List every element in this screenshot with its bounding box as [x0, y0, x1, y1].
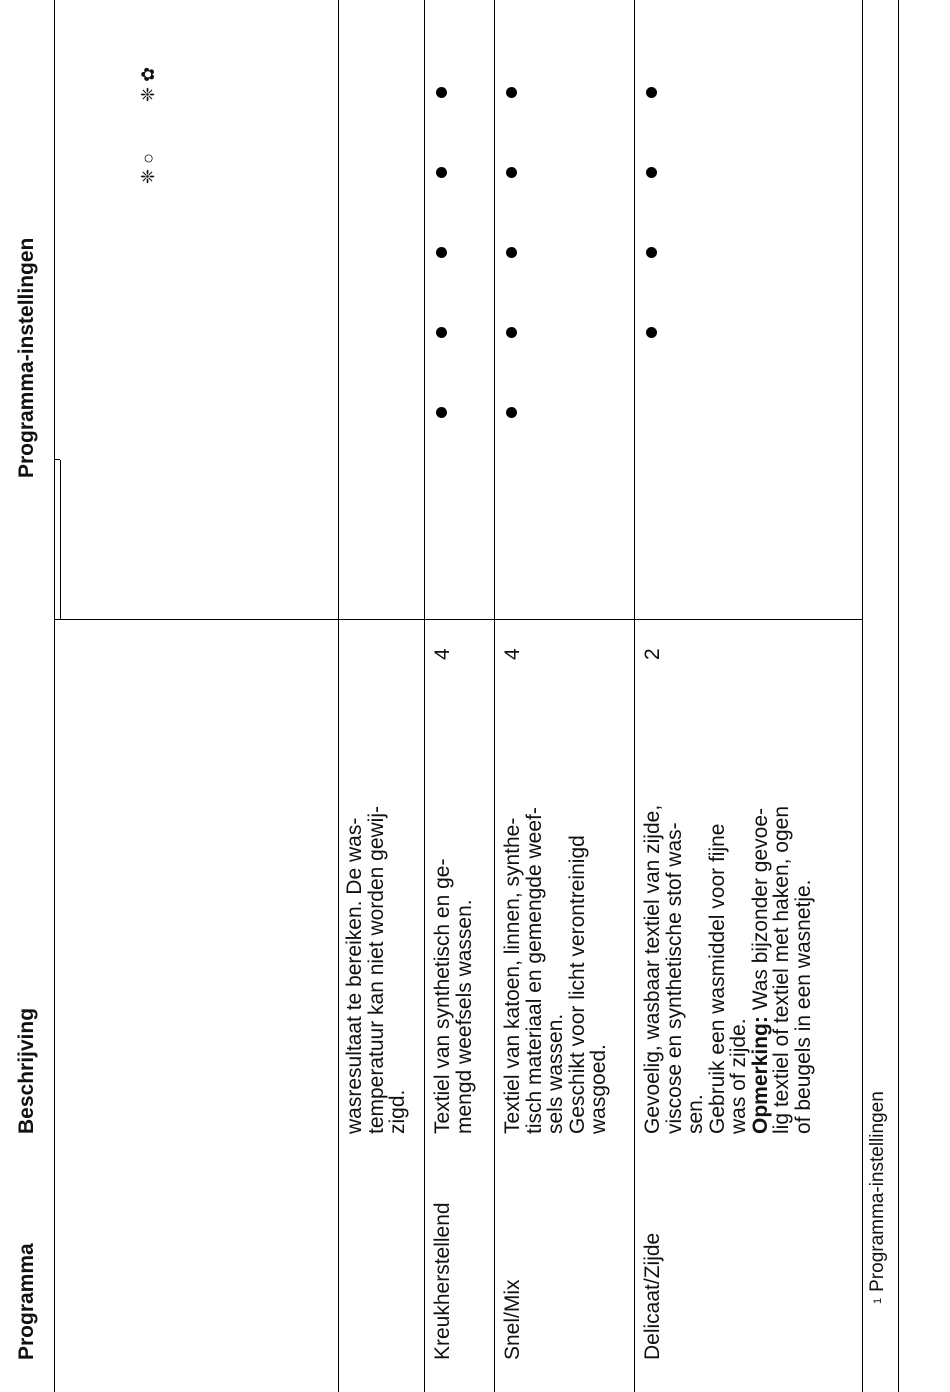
row-rule-1 — [338, 0, 339, 1392]
footnote-bottom-rule — [898, 0, 899, 1392]
setting-dot — [436, 327, 447, 338]
setting-dot — [436, 247, 447, 258]
setting-dot — [506, 247, 517, 258]
row-rule-2 — [424, 0, 425, 1392]
stain-flower-icon: ❈ ✿ — [138, 66, 158, 102]
setting-dot — [646, 87, 657, 98]
footnote-text: Programma-instellingen — [867, 1091, 888, 1292]
setting-dot — [646, 247, 657, 258]
program-name: Snel/Mix — [501, 1279, 524, 1360]
setting-dot — [646, 327, 657, 338]
column-divider — [54, 619, 862, 620]
setting-dot — [436, 87, 447, 98]
header-programma-instellingen: Programma-instellingen — [15, 237, 38, 478]
settings-subheader-tick — [54, 459, 60, 460]
stain-drop-icon: ❈ ○ — [138, 153, 158, 184]
row-description: Textiel van katoen, linnen, synthe- tisch materiaal en gemengde weef- sels wassen. Geschikt voor licht verontreinigd wasgoed. — [501, 807, 610, 1134]
row-description: Gevoelig, wasbaar textiel van zijde, viscose en synthetische stof was- sen. Gebruik een wasmiddel voor fijne was of zijde. Opmerking: Was bijzonder gevoe- lig textiel of textiel met haken, ogen of beugels in een wasnetje. — [641, 804, 815, 1134]
program-name: Delicaat/Zijde — [641, 1232, 664, 1360]
setting-dot — [506, 87, 517, 98]
table-bottom-rule — [862, 0, 863, 1392]
row-rule-4 — [634, 0, 635, 1392]
note-line: Opmerking: Was bijzonder gevoe- — [748, 807, 772, 1134]
setting-dot — [506, 407, 517, 418]
load-kg: 2 — [641, 648, 664, 660]
row-description: Textiel van synthetisch en ge- mengd weefsels wassen. — [431, 858, 476, 1134]
footnote-marker: 1 — [872, 1297, 884, 1304]
header-top-rule — [54, 0, 55, 1392]
note-label: Opmerking: — [748, 1016, 772, 1134]
header-beschrijving: Beschrijving — [15, 1007, 38, 1134]
setting-dot — [436, 407, 447, 418]
setting-dot — [436, 167, 447, 178]
settings-subheader-rule — [60, 460, 61, 620]
row-description: wasresultaat te bereiken. De was- temperatuur kan niet worden gewij- zigd. — [343, 805, 409, 1134]
program-name: Kreukherstellend — [431, 1202, 454, 1360]
footnote — [868, 1091, 888, 1304]
load-kg: 4 — [501, 648, 524, 660]
row-rule-3 — [494, 0, 495, 1392]
header-programma: Programma — [15, 1243, 38, 1360]
load-kg: 4 — [431, 648, 454, 660]
setting-dot — [506, 327, 517, 338]
setting-dot — [646, 167, 657, 178]
setting-dot — [506, 167, 517, 178]
